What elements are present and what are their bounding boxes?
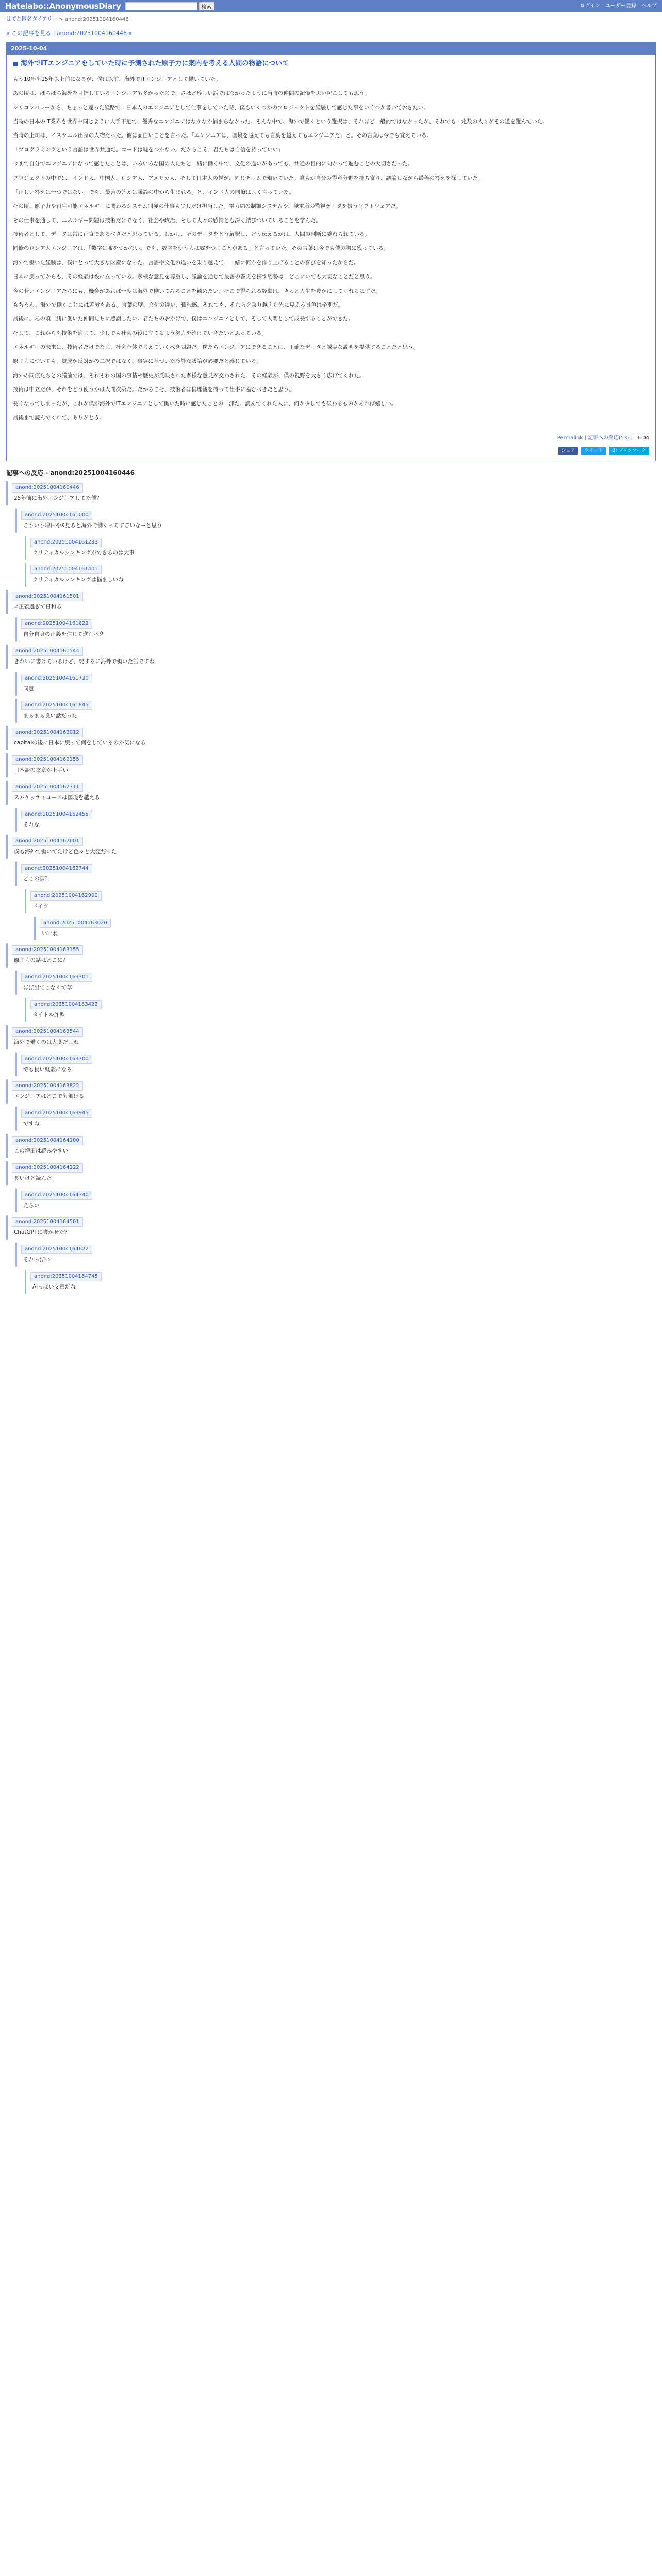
entry-paragraph: 「正しい答えは一つではない。でも、最善の答えは議論の中から生まれる」と、インド人の同僚はよく言っていた。 <box>13 189 294 195</box>
share-buttons <box>7 447 655 460</box>
trackback-body: まぁまぁ良い話だった <box>23 713 77 719</box>
trackback-body: 同意 <box>23 685 34 692</box>
trackback-body: きれいに書けているけど、要するに海外で働いた話ですね <box>14 658 155 665</box>
day-box <box>6 42 656 461</box>
trackback-item <box>15 509 656 533</box>
trackback-link[interactable]: anond:20251004164340 <box>21 1191 92 1200</box>
search-button[interactable]: 検索 <box>199 2 214 10</box>
diary-nav <box>0 27 662 42</box>
entry-paragraph: 今まで自分でエンジニアになって感じたことは、いろいろな国の人たちと一緒に働く中で、文化の違いがあっても、共通の目的に向かって進むことの大切さだった。 <box>13 161 413 167</box>
trackback-item <box>25 536 656 560</box>
trackback-item <box>25 998 656 1022</box>
tools-sep: | <box>583 435 588 442</box>
trackback-link[interactable]: anond:20251004161501 <box>12 592 83 601</box>
entry-title[interactable] <box>13 59 649 70</box>
entry-paragraph: 当時の日本のIT業界も世界中同じように人手不足で、優秀なエンジニアはなかなか捕まらなかった。そんな中で、海外で働くという選択は、それほど一般的ではなかったが、それでも一定数の人々がその道を選んでいた。 <box>13 118 548 125</box>
trackback-body: ほぼ出てこなくて草 <box>23 985 72 991</box>
entry-paragraph: 技術者として、データは常に正直であるべきだと思っている。しかし、そのデータをどう解釈し、どう伝えるかは、人間の判断に委ねられている。 <box>13 231 370 238</box>
trackback-link[interactable]: anond:20251004161401 <box>30 565 102 574</box>
trackback-link[interactable]: anond:20251004162601 <box>12 837 83 846</box>
trackback-link[interactable]: anond:20251004163544 <box>12 1027 83 1037</box>
trackback-body: それな <box>23 821 40 828</box>
trackback-item <box>6 726 656 750</box>
trackback-body: タイトル詐欺 <box>32 1012 65 1019</box>
trackback-body: 25年前に海外エンジニアしてた僕？ <box>14 495 102 501</box>
trackback-item <box>15 808 656 832</box>
trackback-body: 海外で働くのは大変だよね <box>14 1039 79 1045</box>
trackback-item <box>15 672 656 696</box>
trackback-item <box>6 753 656 777</box>
trackback-body: 日本語の文章が上手い <box>14 767 68 773</box>
twitter-share-button[interactable]: ツイート <box>581 447 606 455</box>
trackback-item <box>6 481 656 505</box>
trackback-item <box>15 617 656 641</box>
trackback-item <box>6 590 656 614</box>
day-header: 2025-10-04 <box>7 43 655 55</box>
entry-paragraph: 長くなってしまったが、これが僕が海外でITエンジニアとして働いた時に感じたことの一部だ。読んでくれた人に、何か少しでも伝わるものがあれば嬉しい。 <box>13 400 397 407</box>
top-bar <box>0 0 662 12</box>
trackback-link[interactable]: anond:20251004161845 <box>21 701 92 710</box>
trackback-item <box>15 862 656 886</box>
trackback-link[interactable]: anond:20251004163822 <box>12 1081 83 1091</box>
trackback-body: ≠正義過ぎて日和る <box>14 604 62 611</box>
trackback-link[interactable]: anond:20251004162155 <box>12 755 83 765</box>
trackback-list <box>6 481 656 1294</box>
entry-paragraph: もう10年も15年以上前になるが、僕は以前、海外でITエンジニアとして働いていた。 <box>13 76 221 82</box>
trackback-item <box>15 1189 656 1213</box>
trackback-link[interactable]: anond:20251004164100 <box>12 1136 83 1145</box>
trackback-body: クリティカルシンキングができるのは大事 <box>32 549 135 556</box>
main-container <box>6 42 656 461</box>
trackback-item <box>6 835 656 859</box>
breadcrumb-home[interactable]: はてな匿名ダイアリー <box>6 16 58 22</box>
trackback-body: 自分自身の正義を信じて進むべき <box>23 631 105 637</box>
permalink-link[interactable]: Permalink <box>557 435 583 442</box>
trackback-body: ChatGPTに書かせた？ <box>14 1229 70 1236</box>
entry-time: 16:04 <box>634 435 649 442</box>
facebook-share-button[interactable]: シェア <box>558 447 578 455</box>
trackback-link[interactable]: anond:20251004163422 <box>30 1000 102 1009</box>
trackback-body: えらい <box>23 1202 40 1209</box>
trackback-link[interactable]: anond:20251004161000 <box>21 511 92 520</box>
trackback-item <box>6 1025 656 1049</box>
trackback-body: こういう増田やX見ると海外で働くってすごいなーと思う <box>23 522 162 529</box>
entry-paragraph: 最後に、あの頃一緒に働いた仲間たちに感謝したい。君たちのおかげで、僕はエンジニアとして、そして人間として成長することができた。 <box>13 316 354 323</box>
site-logo[interactable]: Hatelabo::AnonymousDiary <box>5 2 121 11</box>
trackback-link[interactable]: anond:20251004164501 <box>12 1217 83 1227</box>
trackback-body: この増田は読みやすい <box>14 1148 68 1155</box>
trackback-link[interactable]: 記事への反応(53) <box>587 435 630 442</box>
trackback-body: それっぽい <box>23 1257 51 1263</box>
entry-paragraph: 同僚のロシア人エンジニアは、「数字は嘘をつかない。でも、数字を使う人は嘘をつくことがある」と言っていた。その言葉は今でも僕の胸に残っている。 <box>13 245 389 252</box>
trackback-body: ですね <box>23 1121 40 1127</box>
trackback-link[interactable]: anond:20251004161730 <box>21 674 92 683</box>
trackback-item <box>6 645 656 669</box>
entry-title-text: 海外でITエンジニアをしていた時に予測された原子力に案内を考える人間の物語について <box>21 60 289 68</box>
trackback-item <box>6 1134 656 1158</box>
search-input[interactable] <box>125 2 197 10</box>
trackback-item <box>6 943 656 968</box>
trackback-link[interactable]: anond:20251004161233 <box>30 538 102 547</box>
trackback-body: 原子力の話はどこに？ <box>14 957 68 964</box>
entry-paragraph: プロジェクトの中では、インド人、中国人、ロシア人、アメリカ人、そして日本人の僕が、同じチームで働いていた。誰もが自分の得意分野を持ち寄り、議論しながら最善の答えを探していた。 <box>13 175 484 181</box>
trackback-body: 僕も海外で働いてたけど色々と大変だった <box>14 849 117 855</box>
entry-paragraph: そして、これからも技術を通じて、少しでも社会の役に立てるよう努力を続けていきたいと思っている。 <box>13 330 268 336</box>
entry-paragraph: 海外で働いた経験は、僕にとって大きな財産になった。言語や文化の違いを乗り越えて、一緒に何かを作り上げることの喜びを知ったからだ。 <box>13 259 359 266</box>
trackback-heading: 記事への反応 - anond:20251004160446 <box>6 469 135 477</box>
help-link[interactable]: ヘルプ <box>641 3 657 9</box>
entry-body <box>13 75 649 422</box>
breadcrumb <box>0 12 662 27</box>
search-box <box>125 2 214 10</box>
trackback-body: AIっぽい文章だね <box>32 1284 76 1291</box>
trackback-item <box>6 1215 656 1240</box>
entry <box>7 55 655 430</box>
entry-paragraph: 「プログラミングという言語は世界共通だ。コードは嘘をつかない。だからこそ、君たちは自信を持っていい」 <box>13 146 284 153</box>
trackback-link[interactable]: anond:20251004160446 <box>12 483 83 493</box>
trackback-item <box>25 563 656 587</box>
entry-paragraph: もちろん、海外で働くことには苦労もある。言葉の壁、文化の違い、孤独感。それでも、それらを乗り越えた先に見える景色は格別だ。 <box>13 301 344 308</box>
trackback-link[interactable]: anond:20251004161622 <box>21 619 92 629</box>
trackback-item <box>6 1161 656 1185</box>
entry-paragraph: 今の若いエンジニアたちにも、機会があれば一度は海外で働いてみることを勧めたい。そこで得られる経験は、きっと人生を豊かにしてくれるはずだ。 <box>13 287 381 294</box>
trackback-item <box>34 917 656 941</box>
trackback-link[interactable]: anond:20251004163700 <box>21 1055 92 1064</box>
trackback-link[interactable]: anond:20251004161544 <box>12 647 83 656</box>
trackback-item <box>15 1243 656 1267</box>
tools-sep-2: | <box>629 435 635 442</box>
trackback-item <box>6 781 656 805</box>
entry-tools <box>7 430 655 447</box>
trackback-body: エンジニアはどこでも働ける <box>14 1093 85 1100</box>
breadcrumb-current: anond:20251004160446 <box>64 16 129 22</box>
trackback-body: どこの国？ <box>23 876 51 883</box>
entry-paragraph: シリコンバレーから、ちょっと違った経路で、日本人のエンジニアとして仕事をしていた時、僕もいくつかのプロジェクトを経験して感じた事をいくつか書いておきたい。 <box>13 104 429 111</box>
entry-paragraph: エネルギーの未来は、技術者だけでなく、社会全体で考えていくべき問題だ。僕たちエンジニアにできることは、正確なデータと誠実な説明を提供することだと思う。 <box>13 344 419 351</box>
entry-paragraph: 原子力についても、賛成か反対かの二択ではなく、事実に基づいた冷静な議論が必要だと感じている。 <box>13 358 262 365</box>
entry-paragraph: 日本に戻ってからも、その経験は役に立っている。多様な意見を尊重し、議論を通じて最善の答えを探す姿勢は、どこにいても大切なことだと思う。 <box>13 274 376 280</box>
trackback-item <box>15 1107 656 1131</box>
register-link[interactable]: ユーザー登録 <box>605 3 636 9</box>
trackback-item <box>25 889 656 913</box>
trackback-item <box>15 1053 656 1077</box>
trackback-body: でも良い経験になる <box>23 1066 72 1073</box>
trackback-body: ドイツ <box>32 903 48 909</box>
trackback-link[interactable]: anond:20251004164622 <box>21 1245 92 1254</box>
title-bullet-icon <box>13 62 18 66</box>
breadcrumb-sep: > <box>57 16 65 22</box>
trackback-body: いいね <box>42 930 58 937</box>
entry-paragraph: 技術は中立だが、それをどう使うかは人間次第だ。だからこそ、技術者は倫理観を持って仕事に臨むべきだと思う。 <box>13 386 294 393</box>
top-nav <box>580 2 657 10</box>
trackback-body: スパゲッティコードは国境を越える <box>14 794 100 801</box>
login-link[interactable]: ログイン <box>580 3 600 9</box>
trackback-item <box>15 699 656 723</box>
trackback-link[interactable]: anond:20251004164222 <box>12 1163 83 1173</box>
trackback-item <box>15 971 656 995</box>
entry-paragraph: 最後まで読んでくれて、ありがとう。 <box>13 414 105 421</box>
trackback-body: 長いけど読んだ <box>14 1175 52 1181</box>
trackback-link[interactable]: anond:20251004163301 <box>21 973 92 982</box>
trackback-item <box>25 1270 656 1294</box>
entry-paragraph: 当時の上司は、イスラエル出身の人物だった。彼は面白いことを言った。「エンジニアは、国境を越えても言葉を越えてもエンジニアだ」と。その言葉は今でも覚えている。 <box>13 132 433 139</box>
diary-nav-link[interactable]: « この記事を見る | anond:20251004160446 » <box>6 30 133 37</box>
entry-paragraph: その頃、原子力や再生可能エネルギーに関わるシステム開発の仕事も少しだけ担当した。電力網の制御システムや、発電所の監視データを扱うソフトウェアだ。 <box>13 203 402 210</box>
trackback-link[interactable]: anond:20251004163155 <box>12 945 83 955</box>
trackback-link[interactable]: anond:20251004164745 <box>30 1272 102 1281</box>
trackback-link[interactable]: anond:20251004163020 <box>40 919 111 928</box>
entry-paragraph: あの頃は、ぼちぼち海外を目指しているエンジニアも多かったので、さほど珍しい話ではなかったように当時の仲間の記憶を思い起こしても思う。 <box>13 90 370 97</box>
trackback-link[interactable]: anond:20251004162744 <box>21 864 92 873</box>
trackback-link[interactable]: anond:20251004162900 <box>30 891 102 901</box>
trackback-item <box>6 1079 656 1104</box>
trackback-link[interactable]: anond:20251004162012 <box>12 728 83 737</box>
hatena-bookmark-button[interactable]: B! ブックマーク <box>609 447 649 455</box>
trackback-link[interactable]: anond:20251004163945 <box>21 1109 92 1118</box>
entry-paragraph: 海外の同僚たちとの議論では、それぞれの国の事情や歴史が反映された多様な意見が交わされた。その経験が、僕の視野を大きく広げてくれた。 <box>13 372 365 379</box>
trackback-link[interactable]: anond:20251004162455 <box>21 810 92 819</box>
trackback-link[interactable]: anond:20251004162311 <box>12 783 83 792</box>
trackback-body: capitalの後に日本に戻って何をしているのか気になる <box>14 740 146 747</box>
entry-paragraph: その仕事を通して、エネルギー問題は技術だけでなく、社会や政治、そして人々の感情とも深く結びついていることを学んだ。 <box>13 217 322 224</box>
trackback-body: クリティカルシンキングは悩ましいね <box>32 577 124 583</box>
